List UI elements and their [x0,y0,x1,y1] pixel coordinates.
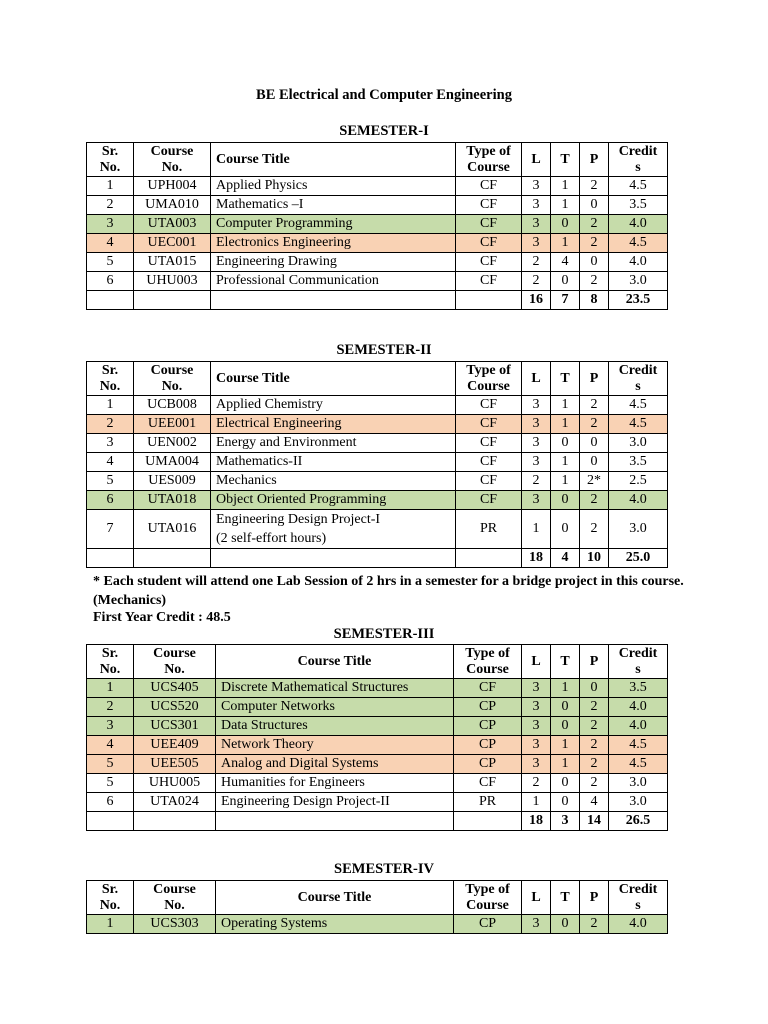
cell-course-title: Professional Communication [211,272,456,291]
cell-t: 1 [551,396,580,415]
header-t: T [551,645,580,679]
cell-course-no: UES009 [134,472,211,491]
header-sr-no [87,881,134,915]
cell-l: 2 [522,472,551,491]
cell-t: 1 [551,736,580,755]
semester-table [86,880,668,934]
cell-empty [216,812,454,831]
cell-course-title: Mathematics-II [211,453,456,472]
cell-type: CF [456,177,522,196]
cell-p: 2 [580,717,609,736]
cell-l: 3 [522,234,551,253]
cell-t: 1 [551,472,580,491]
cell-credits: 4.0 [609,698,668,717]
course-row [87,215,668,234]
header-row [87,143,668,177]
total-t: 3 [551,812,580,831]
cell-course-title: Mathematics –I [211,196,456,215]
header-line: s [635,897,641,913]
header-line: No. [99,159,121,175]
cell-p: 0 [580,434,609,453]
cell-course-no: UEN002 [134,434,211,453]
cell-t: 0 [551,915,580,934]
course-row [87,272,668,291]
cell-sr-no: 7 [87,510,134,549]
cell-p: 2 [580,510,609,549]
course-row [87,396,668,415]
cell-credits: 4.0 [609,915,668,934]
cell-type: CF [456,453,522,472]
cell-t: 0 [551,272,580,291]
course-row [87,472,668,491]
header-type [456,362,522,396]
cell-course-title: Discrete Mathematical Structures [216,679,454,698]
cell-credits: 3.5 [609,196,668,215]
cell-empty [134,549,211,568]
cell-course-no: UTA015 [134,253,211,272]
course-row [87,755,668,774]
cell-sr-no: 5 [87,755,134,774]
cell-credits: 4.5 [609,234,668,253]
total-l: 18 [522,812,551,831]
first-year-credit: First Year Credit : 48.5 [93,610,231,625]
cell-empty [211,291,456,310]
course-row [87,491,668,510]
header-sr-no [87,645,134,679]
cell-type: CF [456,196,522,215]
cell-course-title: Applied Physics [211,177,456,196]
cell-t: 0 [551,510,580,549]
header-line: No. [161,159,183,175]
cell-p: 0 [580,196,609,215]
cell-course-no: UTA024 [134,793,216,812]
semester-heading: SEMESTER-I [339,123,429,139]
header-line: Credit [618,143,658,159]
cell-l: 3 [522,679,551,698]
cell-type: CF [454,679,522,698]
cell-p: 2 [580,755,609,774]
cell-sr-no: 5 [87,774,134,793]
cell-l: 3 [522,396,551,415]
cell-t: 1 [551,196,580,215]
cell-l: 3 [522,177,551,196]
cell-course-title: Applied Chemistry [211,396,456,415]
cell-course-no: UHU003 [134,272,211,291]
cell-empty [134,291,211,310]
cell-course-no: UCS520 [134,698,216,717]
cell-t: 0 [551,717,580,736]
header-line: s [635,159,641,175]
cell-course-title: Humanities for Engineers [216,774,454,793]
header-line: Course [150,362,194,378]
header-t: T [551,362,580,396]
header-line: Course [466,661,509,677]
cell-credits: 4.5 [609,396,668,415]
cell-course-title: Electronics Engineering [211,234,456,253]
total-p: 10 [580,549,609,568]
header-line: Sr. [101,645,119,661]
header-line: s [635,378,641,394]
cell-sr-no: 3 [87,215,134,234]
cell-p: 2 [580,215,609,234]
cell-course-no: UCB008 [134,396,211,415]
cell-course-no: UTA018 [134,491,211,510]
cell-t: 1 [551,415,580,434]
header-line: Course [153,645,196,661]
course-title-line: Engineering Design Project-I [216,512,381,527]
course-row [87,234,668,253]
total-l: 16 [522,291,551,310]
total-t: 4 [551,549,580,568]
cell-l: 3 [522,915,551,934]
cell-l: 3 [522,717,551,736]
cell-course-title: Computer Networks [216,698,454,717]
cell-l: 3 [522,434,551,453]
course-row [87,774,668,793]
cell-course-title: Analog and Digital Systems [216,755,454,774]
header-type [454,645,522,679]
cell-course-no: UMA010 [134,196,211,215]
cell-credits: 4.0 [609,253,668,272]
total-t: 7 [551,291,580,310]
header-line: Course [150,143,194,159]
cell-sr-no: 6 [87,491,134,510]
header-course-title: Course Title [216,645,454,679]
cell-course-no: UEE001 [134,415,211,434]
cell-sr-no: 1 [87,177,134,196]
cell-type: CF [456,434,522,453]
course-row [87,253,668,272]
cell-course-no: UMA004 [134,453,211,472]
total-p: 8 [580,291,609,310]
total-l: 18 [522,549,551,568]
cell-empty [87,812,134,831]
cell-empty [456,291,522,310]
cell-credits: 4.0 [609,717,668,736]
header-line: No. [164,661,185,677]
total-p: 14 [580,812,609,831]
cell-p: 2* [580,472,609,491]
cell-type: CF [456,215,522,234]
cell-p: 0 [580,253,609,272]
course-row [87,453,668,472]
cell-empty [87,291,134,310]
header-course-title: Course Title [216,881,454,915]
header-line: Sr. [101,362,119,378]
cell-type: CF [456,472,522,491]
course-row [87,510,668,549]
cell-t: 1 [551,679,580,698]
cell-l: 3 [522,196,551,215]
cell-course-title: Object Oriented Programming [211,491,456,510]
header-line: No. [99,897,121,913]
cell-type: CP [454,717,522,736]
header-l: L [522,645,551,679]
document-title: BE Electrical and Computer Engineering [256,87,512,103]
cell-credits: 4.5 [609,755,668,774]
header-line: No. [99,378,121,394]
cell-course-no: UCS405 [134,679,216,698]
cell-type: CP [454,755,522,774]
cell-p: 2 [580,774,609,793]
total-credits: 26.5 [609,812,668,831]
cell-type: PR [456,510,522,549]
header-credits [609,881,668,915]
cell-course-title [211,510,456,549]
course-row [87,698,668,717]
cell-course-no: UCS303 [134,915,216,934]
cell-l: 3 [522,736,551,755]
cell-credits: 4.0 [609,215,668,234]
cell-type: CP [454,736,522,755]
header-p: P [580,645,609,679]
cell-course-title: Mechanics [211,472,456,491]
header-sr-no [87,362,134,396]
cell-empty [456,549,522,568]
cell-course-no: UEE409 [134,736,216,755]
cell-sr-no: 4 [87,234,134,253]
cell-l: 1 [522,510,551,549]
cell-t: 1 [551,177,580,196]
cell-p: 2 [580,491,609,510]
cell-sr-no: 3 [87,717,134,736]
header-course-no [134,362,211,396]
cell-t: 1 [551,453,580,472]
course-row [87,717,668,736]
header-line: Course [467,159,510,175]
cell-credits: 3.5 [609,679,668,698]
cell-l: 3 [522,491,551,510]
cell-p: 2 [580,736,609,755]
cell-sr-no: 3 [87,434,134,453]
cell-t: 0 [551,434,580,453]
cell-p: 4 [580,793,609,812]
cell-sr-no: 2 [87,415,134,434]
total-credits: 23.5 [609,291,668,310]
cell-course-title: Network Theory [216,736,454,755]
course-row [87,793,668,812]
cell-credits: 4.5 [609,177,668,196]
cell-course-no: UCS301 [134,717,216,736]
cell-type: CF [456,253,522,272]
cell-sr-no: 5 [87,472,134,491]
cell-course-no: UPH004 [134,177,211,196]
header-line: Sr. [101,143,119,159]
header-course-no [134,881,216,915]
cell-sr-no: 6 [87,272,134,291]
cell-p: 2 [580,234,609,253]
cell-empty [134,812,216,831]
cell-sr-no: 2 [87,196,134,215]
header-type [454,881,522,915]
cell-credits: 4.5 [609,415,668,434]
course-title-line: (2 self-effort hours) [216,531,327,546]
header-row [87,362,668,396]
header-line: No. [161,378,183,394]
header-l: L [522,881,551,915]
cell-p: 2 [580,698,609,717]
header-credits [609,143,668,177]
cell-l: 3 [522,453,551,472]
cell-empty [87,549,134,568]
header-l: L [522,362,551,396]
header-t: T [551,143,580,177]
cell-credits: 3.5 [609,453,668,472]
cell-credits: 4.5 [609,736,668,755]
header-p: P [580,881,609,915]
header-sr-no [87,143,134,177]
semester-table [86,361,668,568]
header-line: Course [466,897,509,913]
cell-credits: 3.0 [609,774,668,793]
header-line: Type of [466,143,511,159]
total-credits: 25.0 [609,549,668,568]
cell-course-title: Energy and Environment [211,434,456,453]
semester-heading: SEMESTER-II [336,342,432,358]
cell-empty [211,549,456,568]
lab-session-note: * Each student will attend one Lab Session of 2 hrs in a semester for a bridge project in this course. (Mechanics) [93,574,684,608]
cell-course-title: Engineering Drawing [211,253,456,272]
header-line: Credit [618,362,658,378]
course-row [87,679,668,698]
cell-course-title: Operating Systems [216,915,454,934]
header-credits [609,362,668,396]
header-line: No. [164,897,185,913]
course-row [87,736,668,755]
header-line: Credit [618,881,658,897]
cell-l: 3 [522,698,551,717]
course-row [87,915,668,934]
cell-p: 0 [580,453,609,472]
cell-l: 2 [522,253,551,272]
cell-l: 3 [522,215,551,234]
header-l: L [522,143,551,177]
header-line: Type of [465,881,510,897]
cell-type: CP [454,915,522,934]
cell-type: CF [456,396,522,415]
header-course-title: Course Title [211,143,456,177]
cell-l: 3 [522,415,551,434]
cell-empty [454,812,522,831]
cell-credits: 2.5 [609,472,668,491]
cell-credits: 3.0 [609,793,668,812]
semester-table [86,142,668,310]
semester-heading: SEMESTER-III [333,626,435,642]
cell-type: CF [456,491,522,510]
cell-t: 0 [551,215,580,234]
cell-type: CF [456,234,522,253]
course-row [87,177,668,196]
cell-type: CF [456,415,522,434]
cell-type: CF [456,272,522,291]
header-credits [609,645,668,679]
header-row [87,881,668,915]
cell-sr-no: 4 [87,736,134,755]
header-row [87,645,668,679]
cell-course-no: UHU005 [134,774,216,793]
cell-sr-no: 4 [87,453,134,472]
cell-l: 1 [522,793,551,812]
header-t: T [551,881,580,915]
header-p: P [580,143,609,177]
course-row [87,415,668,434]
cell-course-no: UTA016 [134,510,211,549]
total-row [87,291,668,310]
cell-t: 0 [551,491,580,510]
cell-p: 2 [580,177,609,196]
cell-credits: 4.0 [609,491,668,510]
cell-course-title: Computer Programming [211,215,456,234]
cell-credits: 3.0 [609,272,668,291]
header-course-no [134,143,211,177]
header-course-no [134,645,216,679]
cell-course-no: UTA003 [134,215,211,234]
cell-t: 1 [551,234,580,253]
semester-table [86,644,668,831]
cell-course-title: Electrical Engineering [211,415,456,434]
course-row [87,196,668,215]
header-line: No. [99,661,121,677]
cell-p: 2 [580,396,609,415]
cell-p: 2 [580,915,609,934]
header-line: Sr. [101,881,119,897]
header-line: Course [153,881,196,897]
total-row [87,812,668,831]
cell-t: 1 [551,755,580,774]
header-line: Credit [618,645,658,661]
course-row [87,434,668,453]
cell-type: CF [454,774,522,793]
cell-l: 2 [522,774,551,793]
cell-course-no: UEE505 [134,755,216,774]
cell-credits: 3.0 [609,434,668,453]
header-line: Type of [465,645,510,661]
cell-t: 0 [551,698,580,717]
header-line: s [635,661,641,677]
cell-sr-no: 1 [87,915,134,934]
cell-type: CP [454,698,522,717]
cell-l: 3 [522,755,551,774]
header-p: P [580,362,609,396]
header-type [456,143,522,177]
total-row [87,549,668,568]
cell-t: 0 [551,793,580,812]
cell-l: 2 [522,272,551,291]
cell-credits: 3.0 [609,510,668,549]
semester-heading: SEMESTER-IV [334,861,434,877]
cell-sr-no: 1 [87,679,134,698]
cell-sr-no: 2 [87,698,134,717]
header-course-title: Course Title [211,362,456,396]
cell-sr-no: 5 [87,253,134,272]
header-line: Type of [466,362,511,378]
header-line: Course [467,378,510,394]
cell-course-no: UEC001 [134,234,211,253]
cell-course-title: Engineering Design Project-II [216,793,454,812]
cell-sr-no: 6 [87,793,134,812]
cell-t: 0 [551,774,580,793]
cell-p: 0 [580,679,609,698]
cell-p: 2 [580,272,609,291]
cell-t: 4 [551,253,580,272]
cell-type: PR [454,793,522,812]
cell-course-title: Data Structures [216,717,454,736]
cell-p: 2 [580,415,609,434]
cell-sr-no: 1 [87,396,134,415]
